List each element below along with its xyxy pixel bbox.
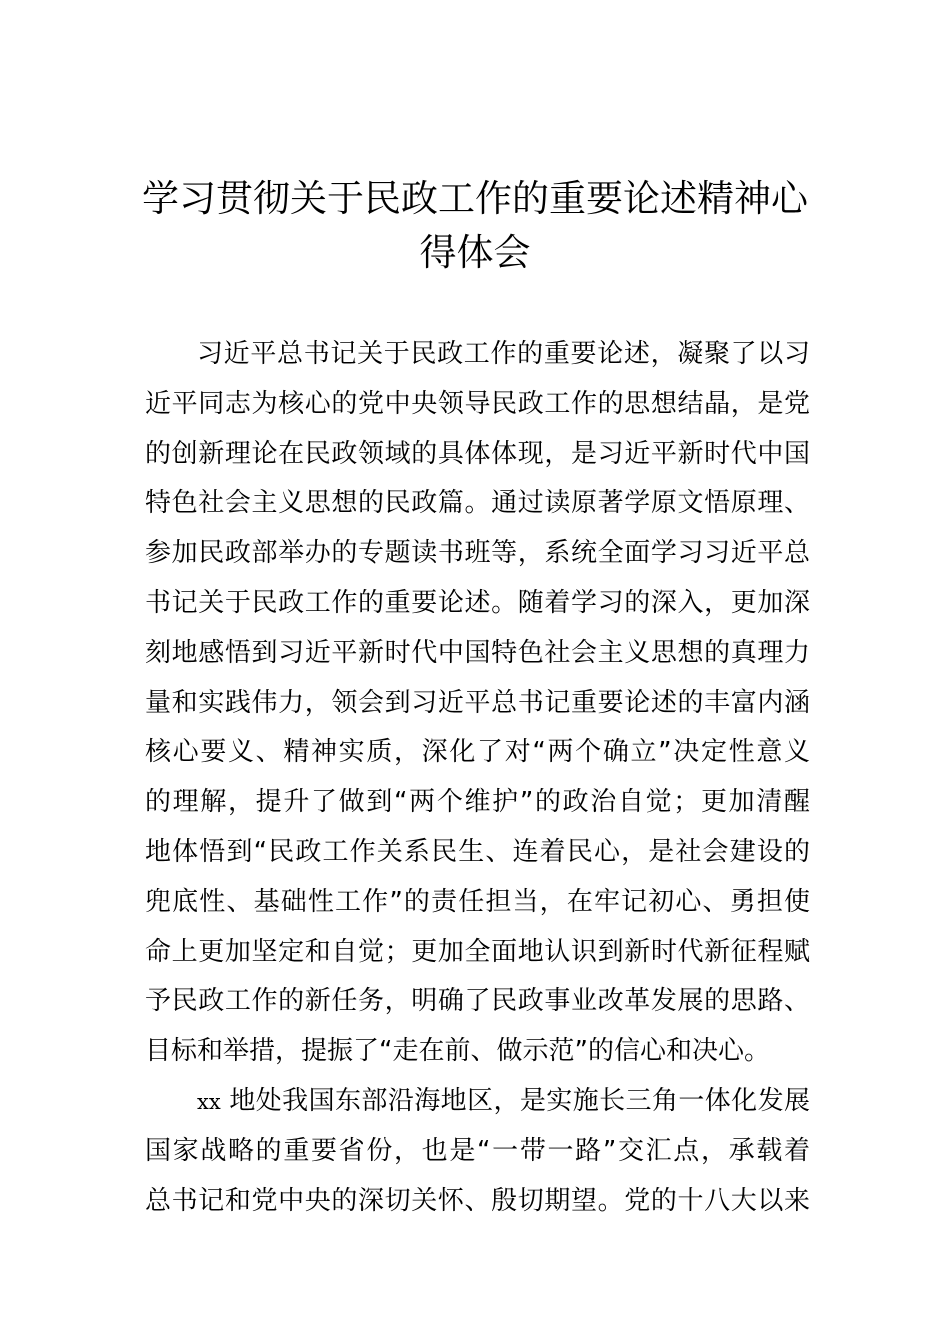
paragraph-line: 的创新理论在民政领域的具体体现，是习近平新时代中国 — [145, 438, 810, 469]
paragraph-line: 地体悟到“民政工作关系民生、连着民心，是社会建设的 — [145, 836, 810, 867]
title-line-2: 得体会 — [419, 231, 531, 274]
paragraph-line: 国家战略的重要省份，也是“一带一路”交汇点，承载着 — [145, 1135, 810, 1166]
paragraph-line: 总书记和党中央的深切关怀、殷切期望。党的十八大以来 — [145, 1185, 810, 1216]
paragraph-line: 命上更加坚定和自觉；更加全面地认识到新时代新征程赋 — [145, 936, 810, 967]
paragraph-2 — [145, 1077, 810, 1226]
paragraph-line: 量和实践伟力，领会到习近平总书记重要论述的丰富内涵 — [145, 687, 810, 718]
paragraph-line: 兜底性、基础性工作”的责任担当，在牢记初心、勇担使 — [145, 886, 810, 917]
paragraph-line: 的理解，提升了做到“两个维护”的政治自觉；更加清醒 — [145, 787, 810, 818]
placeholder-name: xx — [197, 1089, 221, 1114]
title-line-1: 学习贯彻关于民政工作的重要论述精神心 — [142, 177, 808, 220]
paragraph-line-text: 地处我国东部沿海地区，是实施长三角一体化发展 — [220, 1085, 810, 1116]
paragraph-first-line — [145, 1077, 810, 1127]
paragraph-line: 书记关于民政工作的重要论述。随着学习的深入，更加深 — [145, 587, 810, 618]
paragraph-line: 核心要义、精神实质，深化了对“两个确立”决定性意义 — [145, 737, 810, 768]
document-title — [140, 172, 810, 280]
paragraph-line: 予民政工作的新任务，明确了民政事业改革发展的思路、 — [145, 986, 810, 1017]
paragraph-line: 特色社会主义思想的民政篇。通过读原著学原文悟原理、 — [145, 488, 810, 519]
paragraph-1 — [145, 330, 810, 1077]
paragraph-line: 目标和举措，提振了“走在前、做示范”的信心和决心。 — [145, 1036, 770, 1067]
paragraph-line: 近平同志为核心的党中央领导民政工作的思想结晶，是党 — [145, 388, 810, 419]
paragraph-line: 习近平总书记关于民政工作的重要论述，凝聚了以习 — [197, 339, 810, 369]
paragraph-line: 参加民政部举办的专题读书班等，系统全面学习习近平总 — [145, 538, 810, 569]
document-body — [145, 330, 810, 1226]
paragraph-line: 刻地感悟到习近平新时代中国特色社会主义思想的真理力 — [145, 637, 810, 668]
